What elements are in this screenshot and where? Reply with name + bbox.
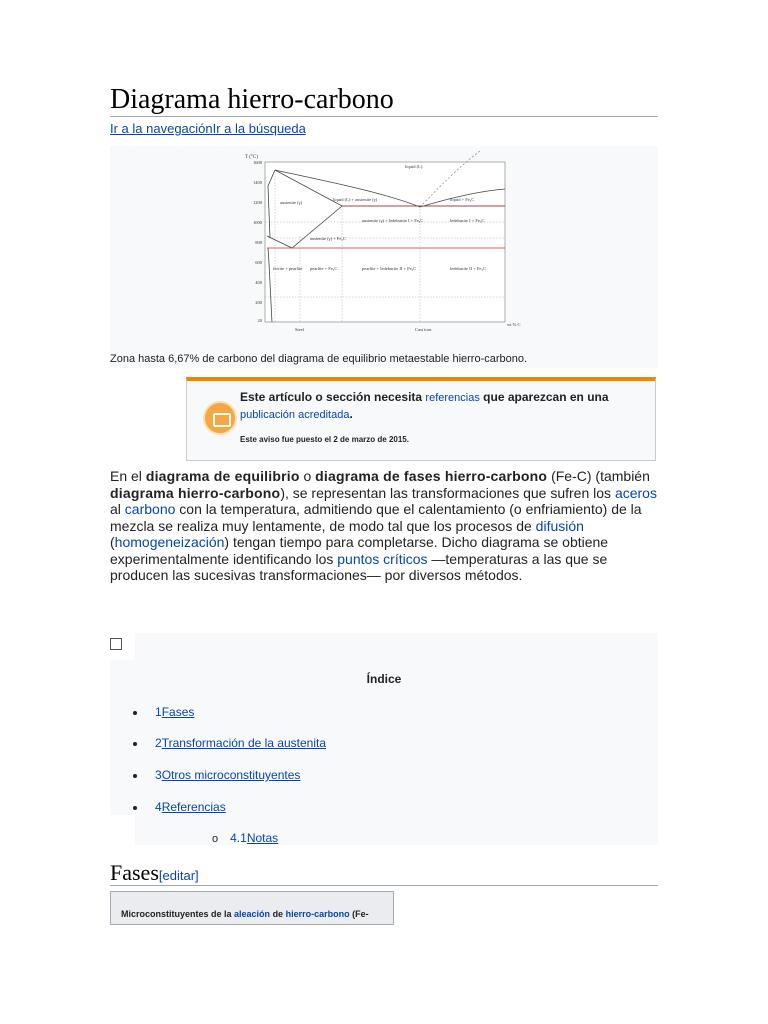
y-tick-1000: 1000 [253,220,262,225]
hierro-carbono-link[interactable]: hierro-carbono [285,909,350,919]
carbono-link[interactable]: carbono [124,501,176,517]
notice-message: Este artículo o sección necesita referencias que aparezcan en una publicación acreditada. [240,390,609,421]
figure-caption: Zona hasta 6,67% de carbono del diagrama de equilibrio metaestable hierro-carbono. [110,353,528,365]
phase-label-pearlite-fe3c: pearlite + Fe₃C [310,266,338,271]
referencias-link[interactable]: referencias [425,392,480,404]
page-title: Diagrama hierro-carbono [110,84,394,115]
y-tick-400: 400 [255,280,262,285]
y-tick-600: 600 [255,260,262,265]
phase-label-liquid-fe3c: liquid + Fe₃C [450,197,475,202]
puntos-criticos-link[interactable]: puntos críticos [337,550,428,567]
y-tick-1400: 1400 [253,180,262,185]
microconstituents-infobox [110,891,394,925]
toc-toggle-checkbox[interactable] [110,638,122,650]
toc-title: Índice [366,672,402,686]
y-tick-20: 20 [257,318,262,323]
infobox-title: Microconstituyentes de la aleación de hierro-carbono (Fe- [121,909,369,919]
toc-item-referencias[interactable]: 4Referencias [133,800,226,814]
aceros-link[interactable]: aceros [614,484,657,501]
toc-item-transformacion[interactable]: 2Transformación de la austenita [133,736,326,750]
y-tick-800: 800 [255,240,262,245]
toc-subitem-notas[interactable]: o 4.1Notas [212,831,279,845]
phase-diagram-figure [110,146,658,368]
references-notice [186,377,656,461]
phase-label-austenite: austenite (γ) [280,200,303,205]
toc-item-otros[interactable]: 3Otros microconstituyentes [133,768,300,782]
jump-links [110,121,306,136]
notice-icon [203,401,237,435]
jump-link-search[interactable]: Ir a la búsqueda [212,121,306,136]
edit-link[interactable]: [editar] [158,868,199,883]
y-axis-label: T (°C) [245,155,258,160]
jump-link-navigation[interactable]: Ir a la navegación [110,121,213,136]
intro-paragraph: En el diagrama de equilibrio o diagrama de fases hierro-carbono (Fe-C) (también diagrama hierro-carbono), se representan las transformaciones que sufren los aceros al carbono con la temperatura, admitiendo que el calentamiento (o enfriamiento) de la mezcla se realiza muy lentamente, de modo tal que los procesos de difusión (homogeneización) tengan tiempo para completarse. Dicho diagrama se obtiene experimentalmente identificando los puntos críticos —temperaturas a las que se producen las sucesivas transformaciones— por diversos métodos. [110,468,657,583]
publicacion-acreditada-link[interactable]: publicación acreditada [240,409,350,421]
phase-label-ledeburite: ledeburite I + Fe₃C [450,218,485,223]
aleacion-link[interactable]: aleación [234,909,271,919]
phase-label-pearlite-ledeburite: pearlite + ledeburite II + Fe₃C [362,266,417,271]
phase-label-ferrite-pearlite: ferrite + pearlite [273,266,303,271]
y-tick-1600: 1600 [253,160,262,165]
x-region-cast-iron: Cast iron [415,327,432,332]
section-heading-fases: Fases[editar] [110,860,199,885]
phase-diagram-image [110,146,658,368]
phase-label-liquid: liquid (L) [405,164,423,169]
section-divider [110,885,658,886]
x-axis-label: wt % C [507,322,521,327]
phase-label-austenite-ledeburite: austenite (γ) + ledeburite I + Fe₃C [362,218,424,223]
notice-date: Este aviso fue puesto el 2 de marzo de 2015. [240,435,409,444]
homogeneizacion-link[interactable]: homogeneización [114,534,225,550]
y-tick-1200: 1200 [253,200,262,205]
x-region-steel: Steel [295,327,304,332]
phase-label-ledeburite-ii: ledeburite II + Fe₃C [450,266,486,271]
title-divider [110,116,658,117]
toc-item-fases[interactable]: 1Fases [133,705,194,719]
phase-label-austenite-fe3c: austenite (γ) + Fe₃C [310,236,346,241]
difusion-link[interactable]: difusión [535,517,584,534]
phase-label-liquid-austenite: liquid (L) + austenite (γ) [333,197,378,202]
y-tick-200: 200 [255,300,262,305]
